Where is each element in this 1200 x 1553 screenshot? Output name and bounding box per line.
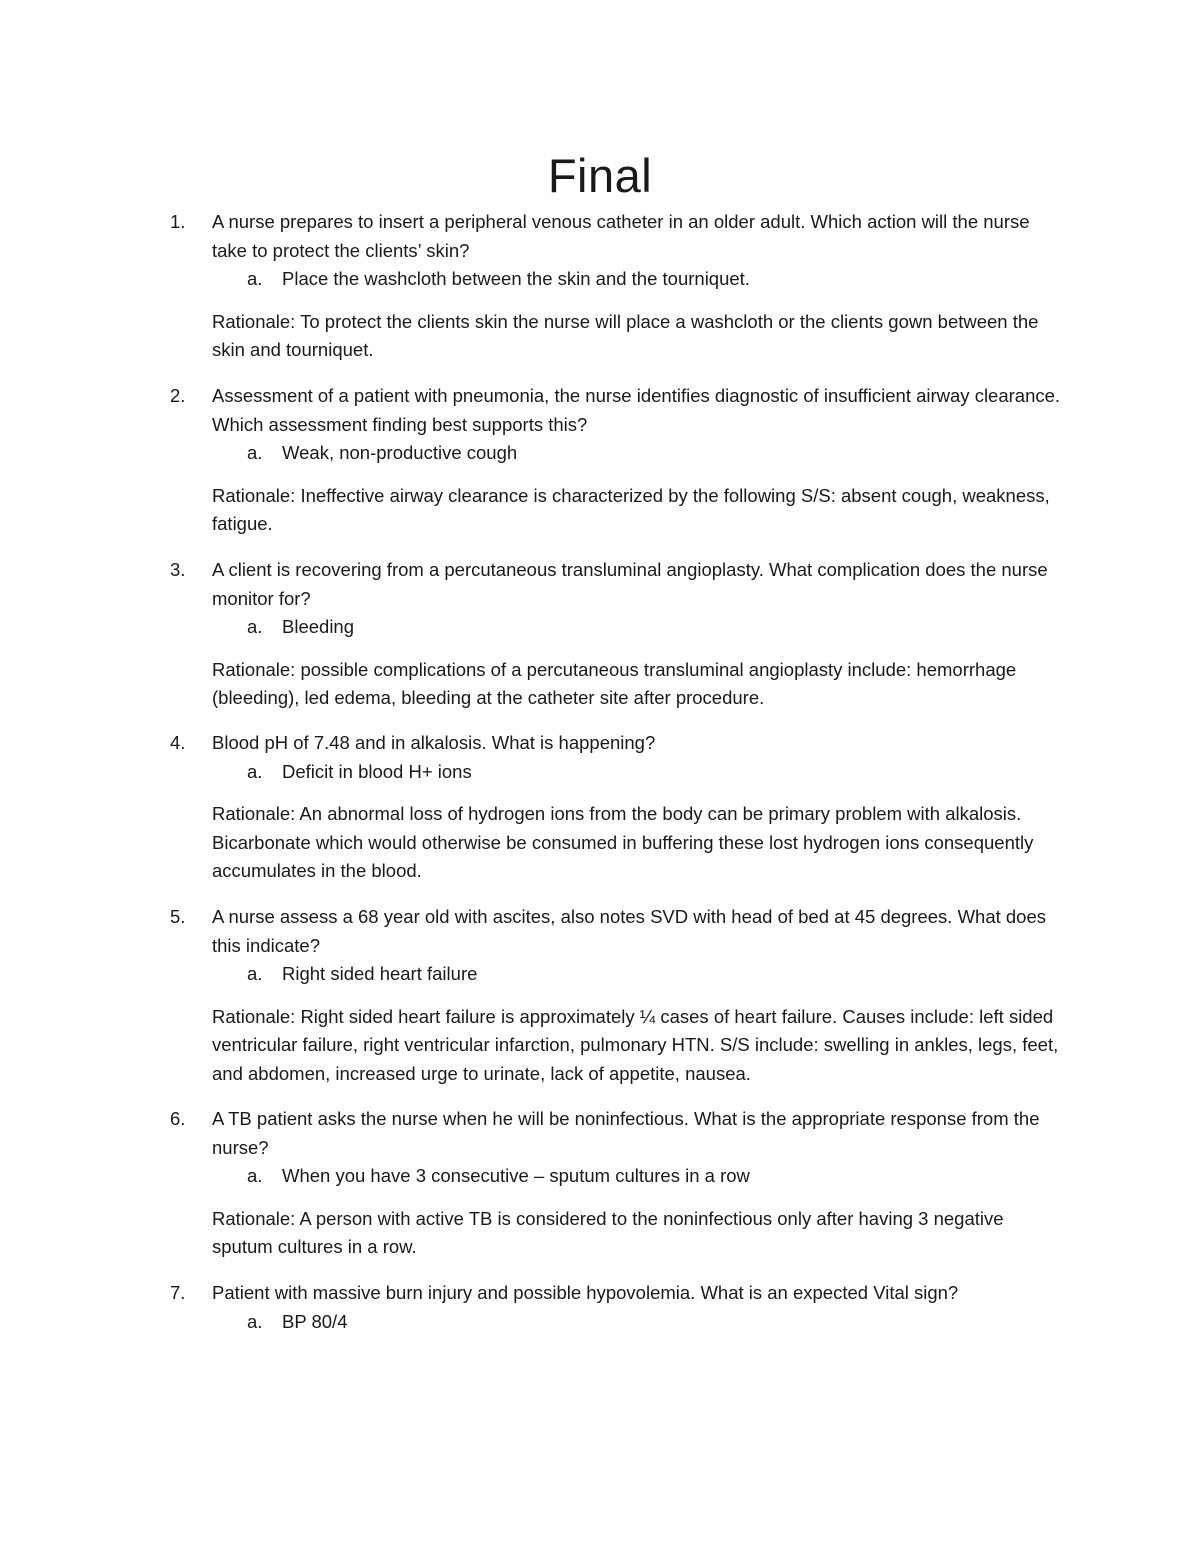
question-text: A client is recovering from a percutaneous transluminal angioplasty. What complication does the nurse monitor for? [212, 559, 1048, 609]
question-number: 7. [170, 1282, 186, 1303]
answer-text: Weak, non-productive cough [282, 442, 518, 463]
answer-letter: a. [247, 1310, 263, 1332]
question-4 [170, 729, 1070, 886]
question-text: A nurse assess a 68 year old with ascites, also notes SVD with head of bed at 45 degrees. What does this indicate? [212, 906, 1047, 956]
rationale-text: Rationale: Right sided heart failure is approximately ¼ cases of heart failure. Causes include: left sided ventricular failure, right ventricular infarction, pulmonary HTN. S/S include: swelling in ankles, legs, feet, and abdomen, increased urge to urinate, lack of appetite, nausea. [212, 1005, 1059, 1084]
answer-letter: a. [247, 760, 263, 782]
answer-letter: a. [247, 963, 263, 984]
question-number: 1. [170, 211, 186, 232]
question-text: Patient with massive burn injury and possible hypovolemia. What is an expected Vital sign? [212, 1282, 959, 1303]
answer-item [247, 758, 1047, 787]
question-number: 4. [170, 732, 186, 753]
page-title: Final [547, 149, 653, 202]
answer-item [247, 1162, 1047, 1191]
question-7 [170, 1279, 1070, 1336]
answer-text: BP 80/4 [282, 1310, 348, 1332]
question-2 [170, 382, 1070, 539]
answer-text: Place the washcloth between the skin and the tourniquet. [282, 268, 750, 289]
answer-text: Right sided heart failure [282, 963, 478, 984]
question-3 [170, 556, 1070, 713]
question-number: 3. [170, 559, 186, 580]
answer-item [247, 613, 1047, 642]
question-text: A nurse prepares to insert a peripheral venous catheter in an older adult. Which action will the nurse take to protect the clients’ skin? [212, 211, 1030, 261]
question-6 [170, 1105, 1070, 1262]
answer-text: When you have 3 consecutive – sputum cultures in a row [282, 1165, 750, 1186]
answer-letter: a. [247, 268, 263, 289]
rationale-text: Rationale: An abnormal loss of hydrogen ions from the body can be primary problem with alkalosis. Bicarbonate which would otherwise be consumed in buffering these lost hydrogen ions consequently accumulates in the blood. [212, 803, 1034, 881]
question-text: A TB patient asks the nurse when he will be noninfectious. What is the appropriate response from the nurse? [212, 1108, 1040, 1158]
answer-item [247, 1308, 1047, 1337]
answer-item [247, 439, 1047, 468]
question-number: 6. [170, 1108, 186, 1129]
answer-letter: a. [247, 616, 263, 637]
rationale-text: Rationale: To protect the clients skin the nurse will place a washcloth or the clients gown between the skin and tourniquet. [212, 310, 1039, 360]
rationale-text: Rationale: possible complications of a percutaneous transluminal angioplasty include: hemorrhage (bleeding), led edema, bleeding at the catheter site after procedure. [212, 658, 1017, 708]
answer-item [247, 265, 1047, 294]
answer-letter: a. [247, 1165, 263, 1186]
rationale-text: Rationale: Ineffective airway clearance is characterized by the following S/S: absent cough, weakness, fatigue. [212, 484, 1050, 534]
question-1 [170, 208, 1070, 365]
question-number: 2. [170, 385, 186, 406]
question-5 [170, 903, 1070, 1088]
question-text: Blood pH of 7.48 and in alkalosis. What is happening? [212, 732, 656, 753]
question-text: Assessment of a patient with pneumonia, the nurse identifies diagnostic of insufficient airway clearance. Which assessment finding best supports this? [212, 385, 1061, 435]
question-number: 5. [170, 906, 186, 927]
answer-text: Bleeding [282, 616, 355, 637]
rationale-text: Rationale: A person with active TB is considered to the noninfectious only after having 3 negative sputum cultures in a row. [212, 1207, 1004, 1257]
answer-text: Deficit in blood H+ ions [282, 760, 472, 782]
answer-letter: a. [247, 442, 263, 463]
answer-item [247, 960, 1047, 989]
